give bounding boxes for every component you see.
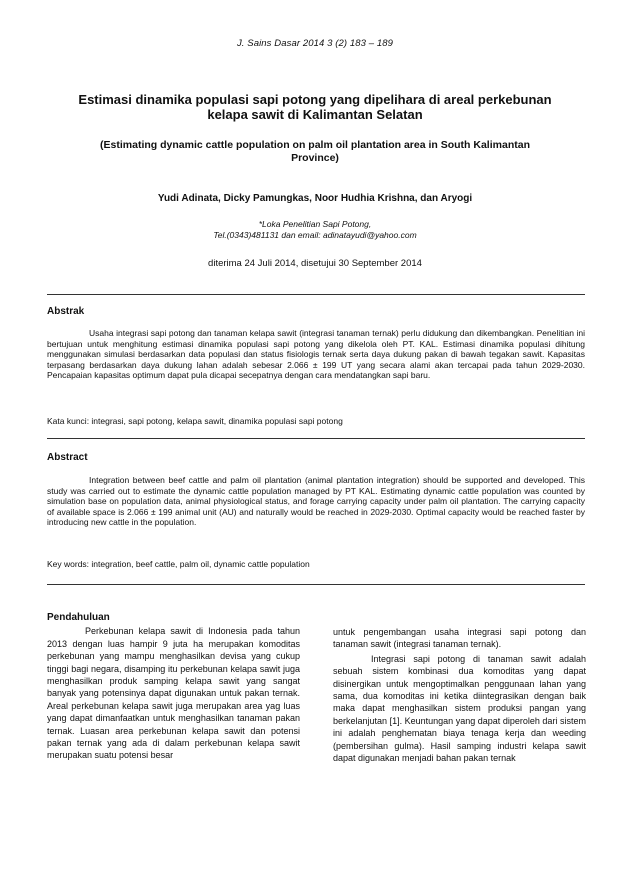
left-column xyxy=(47,612,300,762)
divider-middle xyxy=(47,438,585,439)
abstrak-text: Usaha integrasi sapi potong dan tanaman kelapa sawit (integrasi tanaman ternak) perlu didukung dan dikembangkan. Penelitian ini bertujuan untuk menghitung estimasi dinamika populasi sapi potong yang dikelola oleh PT. KAL. Estimasi dinamika populasi dihitung menggunakan simulasi berdasarkan data populasi dan status fisiologis ternak serta daya dukung pakan di bawah tegakan sawit. Kapasitas terpasang berdasarkan daya dukung lahan adalah sebesar 2.066 ± 199 UT yang secara alami akan tercapai pada tahun 2029-2030. Pencapaian kapasitas optimum dapat pula dicapai secepatnya dengan cara mendatangkan sapi baru. xyxy=(47,328,585,381)
abstrak-heading: Abstrak xyxy=(47,306,85,317)
intro-right-paragraph-1: untuk pengembangan usaha integrasi sapi potong dan tanaman sawit (integrasi tanaman ternak). xyxy=(333,627,586,650)
paper-title-english: (Estimating dynamic cattle population on palm oil plantation area in South Kalimantan Province) xyxy=(100,139,530,164)
received-accepted-dates: diterima 24 Juli 2014, disetujui 30 September 2014 xyxy=(208,258,422,269)
abstract-text: Integration between beef cattle and palm oil plantation (animal plantation integration) should be supported and developed. This study was carried out to estimate the dynamic cattle population managed by PT KAL. Estimating dynamic cattle population was counted by simulation base on population data, animal physiological status, and forage carrying capacity under palm oil plantation. The carrying capacity of available space is 2.066 ± 199 animal unit (AU) and naturally would be reached in 2029-2030. Optimal capacity would be reached faster by introducing new cattle in the population. xyxy=(47,475,585,528)
affiliation xyxy=(0,219,630,241)
divider-bottom xyxy=(47,584,585,585)
affiliation-contact: Tel.(0343)481131 dan email: adinatayudi@yahoo.com xyxy=(213,230,417,240)
paper-title: Estimasi dinamika populasi sapi potong yang dipelihara di areal perkebunan kelapa sawit di Kalimantan Selatan xyxy=(78,92,552,122)
abstract-keywords: Key words: integration, beef cattle, palm oil, dynamic cattle population xyxy=(47,559,310,569)
author-list: Yudi Adinata, Dicky Pamungkas, Noor Hudhia Krishna, dan Aryogi xyxy=(157,193,473,204)
affiliation-institution: *Loka Penelitian Sapi Potong, xyxy=(258,219,372,229)
right-column xyxy=(333,626,586,764)
intro-right-paragraph-2: Integrasi sapi potong di tanaman sawit adalah sebuah sistem kombinasi dua komoditas yang dapat disinergikan untuk mengoptimalkan penggunaan lahan yang sama, dua komoditas ini ketika diintegrasikan dengan baik maka dapat menghasilkan sistem produksi pangan yang berkelanjutan [1]. Keuntungan yang dapat diperoleh dari sistem ini adalah penghematan biaya tenaga kerja dan weeding (pembersihan gulma). Hasil samping industri kelapa sawit dapat digunakan menjadi bahan pakan ternak xyxy=(333,653,586,764)
journal-citation: J. Sains Dasar 2014 3 (2) 183 – 189 xyxy=(236,38,394,49)
intro-heading: Pendahuluan xyxy=(47,612,110,623)
abstrak-keywords: Kata kunci: integrasi, sapi potong, kelapa sawit, dinamika populasi sapi potong xyxy=(47,416,343,426)
abstract-heading: Abstract xyxy=(47,452,88,463)
divider-top xyxy=(47,294,585,295)
intro-left-paragraph: Perkebunan kelapa sawit di Indonesia pada tahun 2013 dengan luas hampir 9 juta ha merupakan komoditas perkebunan yang mampu menghasilkan devisa yang cukup tinggi bagi negara, disamping itu perkebunan kelapa sawit juga menghasilkan produk samping kelapa sawit yang sangat banyak yang potensinya dapat digunakan untuk pakan ternak. Areal perkebunan kelapa sawit juga merupakan area yag luas yang dapat dimanfaatkan untuk menghasilkan tanaman pakan ternak. Luasan area perkebunan kelapa sawit dan potensi pakan ternak yang ada di dalam perkebunan kelapa sawit merupakan suatu potensi besar xyxy=(47,626,300,761)
